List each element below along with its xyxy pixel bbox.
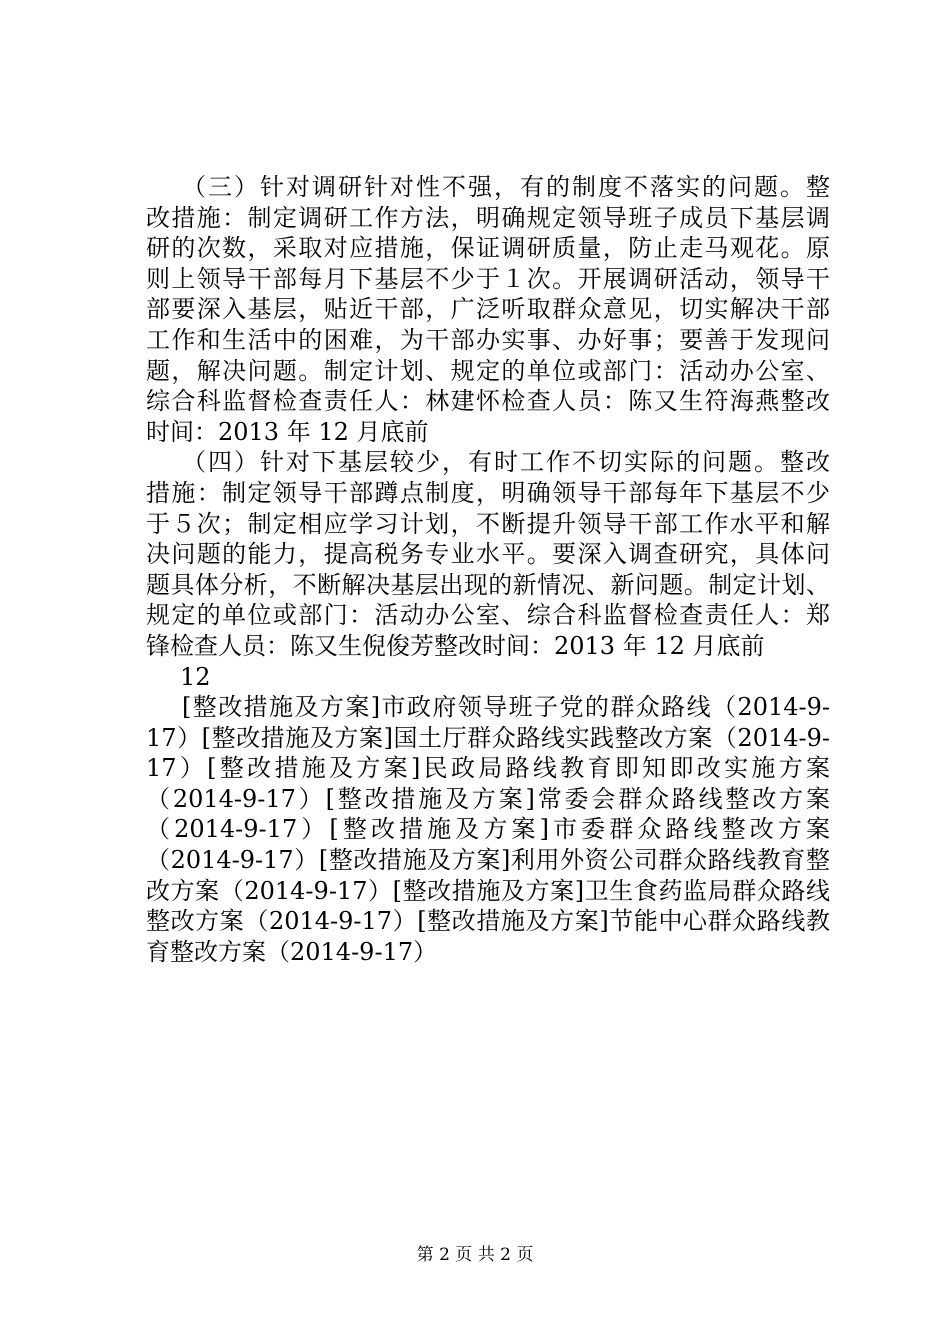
paragraph-line: 部要深入基层，贴近干部，广泛听取群众意见，切实解决干部 [146,295,830,324]
paragraph-line: （四）针对下基层较少，有时工作不切实际的问题。整改 [182,448,830,477]
paragraph-line: 工作和生活中的困难，为干部办实事、办好事；要善于发现问 [146,325,830,354]
paragraph-line: 时间：2013 年 12 月底前 [146,417,429,446]
related-line: 育整改方案（2014-9-17） [146,937,438,966]
related-line: （2014-9-17）[整改措施及方案]市委群众路线整改方案 [146,815,830,844]
paragraph-line: 则上领导干部每月下基层不少于１次。开展调研活动，领导干 [146,264,830,293]
related-line: 整改方案（2014-9-17）[整改措施及方案]节能中心群众路线教 [146,907,830,936]
inline-page-number: 12 [180,662,211,691]
paragraph-line: （三）针对调研针对性不强，有的制度不落实的问题。整 [182,173,830,201]
paragraph-line: 综合科监督检查责任人：林建怀检查人员：陈又生符海燕整改 [146,387,830,416]
related-articles [146,692,830,967]
related-line: 改方案（2014-9-17）[整改措施及方案]卫生食药监局群众路线 [146,876,830,905]
paragraph-line: 措施：制定领导干部蹲点制度，明确领导干部每年下基层不少 [146,478,830,507]
document-body [146,172,830,967]
page-footer: 第 2 页 共 2 页 [416,1245,534,1265]
paragraph-section-four [146,447,830,661]
related-line: 17）[整改措施及方案]民政局路线教育即知即改实施方案 [146,754,830,783]
paragraph-line: 决问题的能力，提高税务专业水平。要深入调查研究，具体问 [146,540,830,569]
paragraph-line: 锋检查人员：陈又生倪俊芳整改时间：2013 年 12 月底前 [146,631,765,660]
paragraph-line: 改措施：制定调研工作方法，明确规定领导班子成员下基层调 [146,203,830,232]
related-line: [整改措施及方案]市政府领导班子党的群众路线（2014-9- [182,693,830,722]
related-line: 17）[整改措施及方案]国土厅群众路线实践整改方案（2014-9- [146,723,830,752]
paragraph-line: 研的次数，采取对应措施，保证调研质量，防止走马观花。原 [146,234,830,263]
paragraph-line: 于５次；制定相应学习计划，不断提升领导干部工作水平和解 [146,509,830,538]
paragraph-section-three [146,172,830,447]
paragraph-line: 规定的单位或部门：活动办公室、综合科监督检查责任人：郑 [146,601,830,630]
paragraph-line: 题具体分析，不断解决基层出现的新情况、新问题。制定计划、 [146,570,830,599]
paragraph-line: 题，解决问题。制定计划、规定的单位或部门：活动办公室、 [146,356,830,385]
related-line: （2014-9-17）[整改措施及方案]利用外资公司群众路线教育整 [146,846,830,875]
related-line: （2014-9-17）[整改措施及方案]常委会群众路线整改方案 [146,784,830,813]
